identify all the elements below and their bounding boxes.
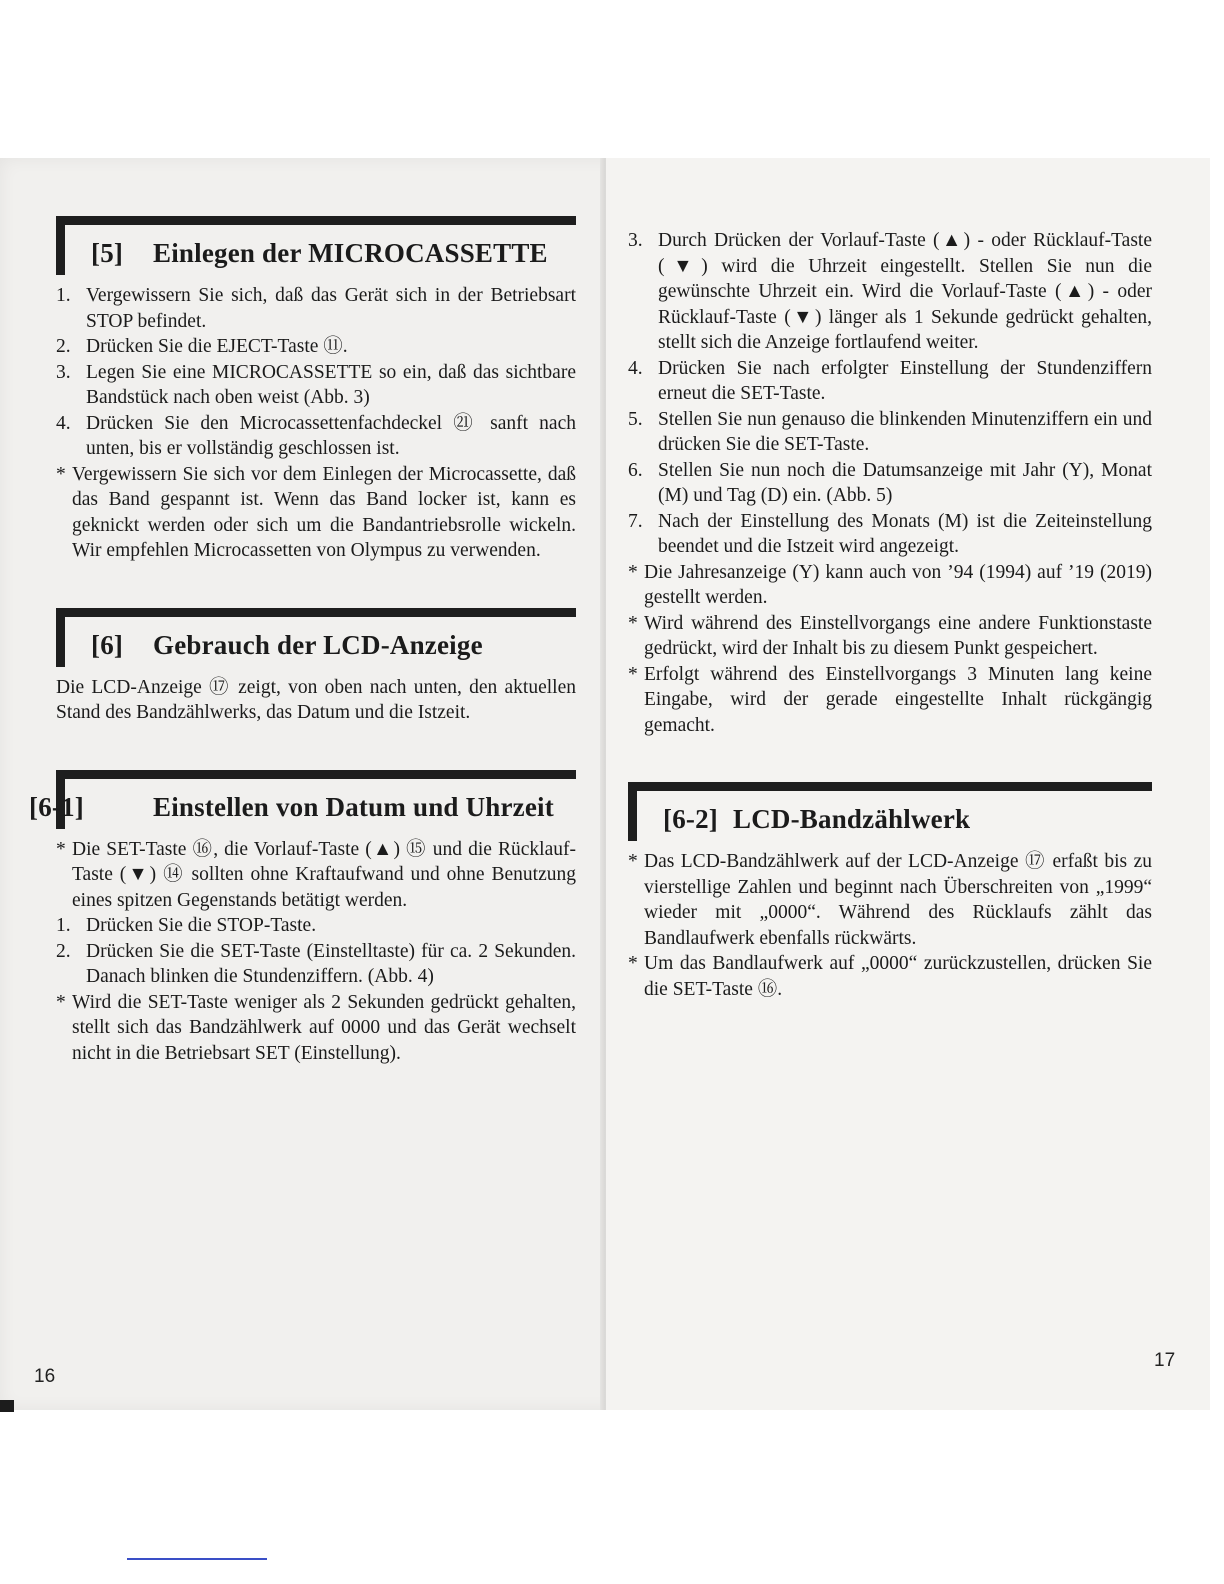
step-marker: 3. (56, 361, 71, 383)
step-marker: 4. (628, 357, 643, 379)
scan-edge-mark (0, 1400, 14, 1412)
section-title: LCD-Bandzählwerk (733, 804, 971, 834)
step-text: Drücken Sie die STOP-Taste. (86, 915, 317, 936)
step-text: Stellen Sie nun genauso die blinkenden Minutenziffern ein und drücken Sie die SET-Taste. (658, 408, 1152, 455)
section-6-heading (91, 629, 576, 661)
section-number: [6-1] (29, 791, 84, 822)
step-marker: 2. (56, 336, 71, 357)
section-6-intro: Die LCD-Anzeige ⑰ zeigt, von oben nach unten, den aktuellen Stand des Bandzählwerks, das Datum und die Istzeit. (56, 676, 576, 723)
note-marker: * (628, 663, 638, 685)
step-text: Drücken Sie den Microcassettenfachdeckel ㉑ sanft nach unten, bis er vollständig geschlossen ist. (86, 412, 576, 459)
section-6-2-header (628, 782, 1152, 841)
list-item (56, 939, 576, 990)
right-column (628, 228, 1152, 1024)
step-text: Durch Drücken der Vorlauf-Taste (▲) - oder Rücklauf-Taste (▼) wird die Uhrzeit eingestellt. Stellen Sie nun die gewünschte Uhrzeit ein. Wird die Vorlauf-Taste (▲) - oder Rücklauf-Taste (▼) länger als 1 Sekunde gedrückt gehalten, stellt sich die Anzeige fortlaufend weiter. (658, 230, 1152, 353)
section-6 (56, 608, 576, 726)
manual-spread (0, 158, 1210, 1410)
section-title: Gebrauch der LCD-Anzeige (153, 629, 483, 660)
list-item (628, 662, 1152, 739)
step-marker: 7. (628, 510, 643, 532)
list-item (56, 360, 576, 411)
page-number-left: 16 (34, 1366, 56, 1387)
list-item (628, 356, 1152, 407)
step-marker: 1. (56, 915, 71, 936)
list-item (56, 837, 576, 914)
list-item (628, 458, 1152, 509)
step-text: Drücken Sie die SET-Taste (Einstelltaste) für ca. 2 Sekunden. Danach blinken die Stundenziffern. (Abb. 4) (86, 940, 576, 987)
step-text: Stellen Sie nun noch die Datumsanzeige mit Jahr (Y), Monat (M) und Tag (D) ein. (Abb. 5) (658, 459, 1152, 506)
left-page (0, 158, 604, 1410)
section-6-header (56, 608, 576, 667)
page-number-right: 17 (1154, 1350, 1176, 1371)
section-number: [5] (91, 238, 124, 268)
note-marker: * (56, 463, 66, 485)
list-item (628, 509, 1152, 560)
section-title: Einstellen von Datum und Uhrzeit (153, 791, 554, 822)
section-6-1-continued-notes (628, 560, 1152, 739)
step-text: Nach der Einstellung des Monats (M) ist die Zeiteinstellung beendet und die Istzeit wird angezeigt. (658, 510, 1152, 557)
section-6-1-steps (56, 913, 576, 990)
section-6-1-continued-steps (628, 228, 1152, 560)
footer-rule (127, 1558, 267, 1560)
note-marker: * (628, 851, 638, 872)
note-marker: * (628, 953, 638, 974)
section-number: [6-2] (663, 804, 718, 834)
spacer (56, 748, 576, 770)
note-text: Die Jahresanzeige (Y) kann auch von ’94 (1994) auf ’19 (2019) gestellt werden. (644, 561, 1152, 608)
step-text: Legen Sie eine MICROCASSETTE so ein, daß das sichtbare Bandstück nach oben weist (Abb. 3) (86, 361, 576, 408)
spacer (628, 738, 1152, 782)
note-marker: * (628, 561, 638, 583)
section-6-1-heading (29, 791, 576, 823)
note-text: Wird die SET-Taste weniger als 2 Sekunden gedrückt gehalten, stellt sich das Bandzählwerk auf 0000 und das Gerät wechselt nicht in die Betriebsart SET (Einstellung). (72, 991, 576, 1064)
section-title: Einlegen der MICROCASSETTE (153, 238, 548, 268)
section-6-2-notes (628, 849, 1152, 1002)
note-text: Die SET-Taste ⑯, die Vorlauf-Taste (▲) ⑮ und die Rücklauf-Taste (▼) ⑭ sollten ohne Kraftaufwand und ohne Benutzung eines spitzen Gegenstands betätigt werden. (72, 838, 576, 911)
step-marker: 3. (628, 230, 643, 251)
step-marker: 6. (628, 459, 643, 481)
section-number: [6] (91, 629, 124, 660)
note-text: Um das Bandlaufwerk auf „0000“ zurückzustellen, drücken Sie die SET-Taste ⑯. (644, 953, 1152, 1000)
spacer (56, 586, 576, 608)
note-text: Das LCD-Bandzählwerk auf der LCD-Anzeige ⑰ erfaßt bis zu vierstellige Zahlen und beginnt nach Überschreiten von „1999“ wieder mit „0000“. Während des Rücklaufs zählt das Bandlaufwerk ebenfalls rückwärts. (644, 851, 1152, 949)
section-5-header (56, 216, 576, 275)
section-6-1-notes (56, 990, 576, 1067)
note-text: Vergewissern Sie sich vor dem Einlegen der Microcassette, daß das Band gespannt ist. Wenn das Band locker ist, kann es geknickt werden oder sich um die Bandantriebsrolle wickeln. Wir empfehlen Microcassetten von Olympus zu verwenden. (72, 463, 576, 561)
note-text: Erfolgt während des Einstellvorgangs 3 Minuten lang keine Eingabe, wird der gerade eingestellte Inhalt rückgängig gemacht. (644, 663, 1152, 736)
section-5-heading (91, 237, 576, 269)
list-item (56, 990, 576, 1067)
left-column (29, 216, 576, 1088)
list-item (56, 411, 576, 462)
section-6-1 (29, 770, 576, 1067)
step-marker: 5. (628, 408, 643, 430)
list-item (628, 611, 1152, 662)
section-6-2-heading (663, 803, 1152, 835)
section-5-notes (56, 462, 576, 564)
step-text: Vergewissern Sie sich, daß das Gerät sich in der Betriebsart STOP befindet. (86, 285, 576, 332)
list-item (628, 228, 1152, 356)
section-6-2 (628, 782, 1152, 1002)
list-item (628, 407, 1152, 458)
list-item (56, 913, 576, 939)
section-5 (56, 216, 576, 564)
note-text: Wird während des Einstellvorgangs eine andere Funktionstaste gedrückt, wird der Inhalt bis zu diesem Punkt gespeichert. (644, 612, 1152, 659)
note-marker: * (628, 612, 638, 634)
step-text: Drücken Sie nach erfolgter Einstellung der Stundenziffern erneut die SET-Taste. (658, 357, 1152, 404)
note-marker: * (56, 838, 66, 860)
list-item (56, 283, 576, 334)
section-6-1-header (29, 770, 576, 829)
list-item (628, 560, 1152, 611)
step-marker: 4. (56, 412, 71, 434)
section-5-steps (56, 283, 576, 462)
list-item (56, 462, 576, 564)
step-text: Drücken Sie die EJECT-Taste ⑪. (86, 336, 348, 357)
right-page (606, 158, 1210, 1410)
section-6-1-notes-before (56, 837, 576, 914)
step-marker: 1. (56, 285, 71, 306)
list-item (628, 951, 1152, 1002)
list-item (56, 334, 576, 360)
list-item (628, 849, 1152, 951)
step-marker: 2. (56, 940, 71, 962)
note-marker: * (56, 991, 66, 1013)
